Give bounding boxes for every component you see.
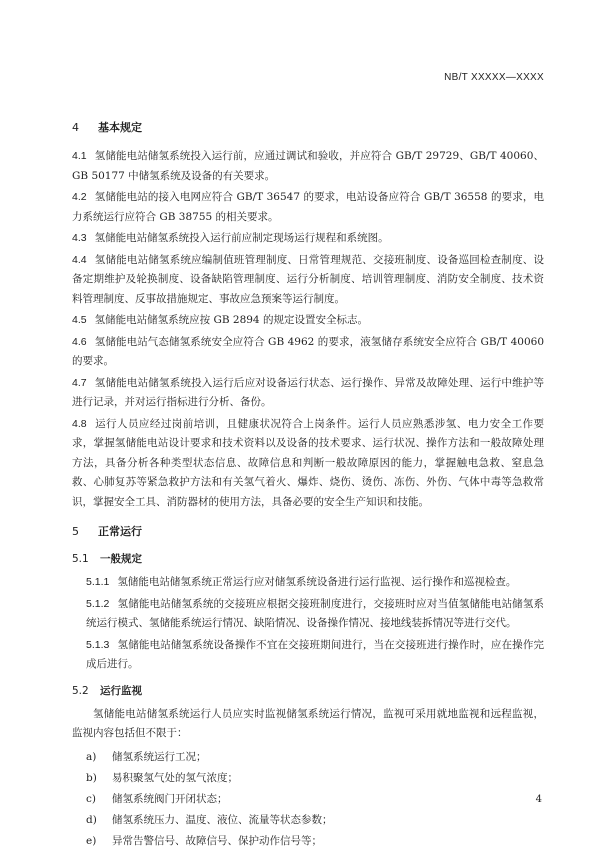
subsection-title: 一般规定 — [100, 553, 142, 565]
clause-number: 5.1.1 — [86, 576, 110, 588]
list-text: 易积聚氢气处的氢气浓度； — [112, 771, 238, 784]
list-text: 储氢系统压力、温度、液位、流量等状态参数； — [112, 813, 333, 826]
clause-text: 氢储能电站储氢系统的交接班应根据交接班制度进行，交接班时应对当值氢储能电站储氢系统运行模式、氢储能系统运行情况、缺陷情况、设备操作情况、接地线装拆情况等进行交代。 — [86, 597, 544, 629]
section-4-heading — [72, 120, 544, 136]
clause-text: 氢储能电站储氢系统应按 GB 2894 的规定设置安全标志。 — [94, 314, 368, 326]
clause-4-6 — [72, 333, 544, 372]
clause-text: 氢储能电站气态储氢系统安全应符合 GB 4962 的要求，液氢储存系统安全应符合 GB/T 40060 的要求。 — [72, 335, 544, 367]
list-text: 储氢系统运行工况； — [112, 750, 207, 763]
clause-4-4 — [72, 251, 544, 310]
list-text: 异常告警信号、故障信号、保护动作信号等； — [112, 834, 322, 847]
clause-4-1 — [72, 147, 544, 186]
list-item — [72, 747, 544, 768]
list-marker: b) — [86, 771, 97, 784]
clause-text: 运行人员应经过岗前培训，且健康状况符合上岗条件。运行人员应熟悉涉氢、电力安全工作要求，掌握氢储能电站设计要求和技术资料以及设备的技术要求、运行状况、操作方法和一般故障处理方法，具备分析各种类型状态信息、故障信息和判断一般故障原因的能力，掌握触电急救、窒息急救、心肺复苏等紧急救护方法和有关氢气着火、爆炸、烧伤、烫伤、冻伤、外伤、气体中毒等急救常识，掌握安全工具、消防器材的使用方法，具备必要的安全生产知识和技能。 — [72, 417, 544, 508]
monitoring-intro: 氢储能电站储氢系统运行人员应实时监视储氢系统运行情况，监视可采用就地监视和远程监视，监视内容包括但不限于： — [72, 707, 544, 739]
clause-text: 氢储能电站储氢系统应编制值班管理制度、日常管理规范、交接班制度、设备巡回检查制度、设备定期维护及轮换制度、设备缺陷管理制度、运行分析制度、培训管理制度、消防安全制度、技术资料管理制度、反事故措施规定、事故应急预案等运行制度。 — [72, 253, 544, 305]
subsection-5-2-heading — [72, 683, 544, 699]
section-title: 基本规定 — [98, 121, 142, 134]
list-text: 储氢系统阀门开闭状态； — [112, 792, 228, 805]
list-marker: d) — [86, 813, 97, 826]
list-marker: c) — [86, 792, 96, 805]
clause-text: 氢储能电站的接入电网应符合 GB/T 36547 的要求，电站设备应符合 GB/T 36558 的要求，电力系统运行应符合 GB 38755 的相关要求。 — [72, 191, 544, 223]
clause-4-5 — [72, 311, 544, 331]
clause-number: 4.1 — [72, 150, 87, 162]
clause-text: 氢储能电站储氢系统投入运行前应制定现场运行规程和系统图。 — [94, 232, 389, 244]
clause-number: 4.6 — [72, 335, 87, 348]
clause-text: 氢储能电站储氢系统投入运行前，应通过调试和验收，并应符合 GB/T 29729、GB/T 40060、GB 50177 中储氢系统及设备的有关要求。 — [72, 150, 544, 182]
clause-number: 5.1.2 — [86, 597, 110, 610]
clause-number: 4.5 — [72, 314, 87, 326]
document-body — [72, 120, 544, 848]
clause-4-8 — [72, 415, 544, 513]
clause-5-1-1 — [72, 573, 544, 593]
clause-number: 4.4 — [72, 253, 87, 266]
clause-number: 5.1.3 — [86, 638, 110, 651]
list-marker: e) — [86, 834, 97, 847]
list-item — [72, 810, 544, 831]
section-number: 4 — [72, 121, 79, 134]
clause-number: 4.8 — [72, 417, 87, 430]
clause-5-1-2 — [72, 595, 544, 634]
subsection-number: 5.1 — [72, 553, 89, 565]
clause-number: 4.2 — [72, 191, 87, 203]
section-number: 5 — [72, 525, 79, 538]
clause-4-2 — [72, 188, 544, 227]
clause-text: 氢储能电站储氢系统正常运行应对储氢系统设备进行运行监视、运行操作和巡视检查。 — [117, 576, 517, 588]
subsection-5-1-heading — [72, 551, 544, 567]
list-item — [72, 831, 544, 848]
page-number: 4 — [535, 794, 542, 805]
subsection-title: 运行监视 — [100, 684, 142, 697]
clause-number: 4.7 — [72, 376, 87, 389]
clause-text: 氢储能电站储氢系统设备操作不宜在交接班期间进行，当在交接班进行操作时，应在操作完成后进行。 — [86, 638, 544, 670]
section-5-heading — [72, 524, 544, 540]
standard-code-header: NB/T XXXXX—XXXX — [444, 72, 544, 83]
clause-4-7 — [72, 374, 544, 413]
clause-text: 氢储能电站储氢系统投入运行后应对设备运行状态、运行操作、异常及故障处理、运行中维护等进行记录，并对运行指标进行分析、备份。 — [72, 376, 544, 408]
clause-5-1-3 — [72, 636, 544, 675]
clause-number: 4.3 — [72, 232, 87, 244]
list-marker: a) — [86, 750, 97, 763]
clause-4-3 — [72, 229, 544, 249]
list-item — [72, 789, 544, 810]
subsection-number: 5.2 — [72, 684, 89, 697]
section-title: 正常运行 — [98, 525, 142, 538]
list-item — [72, 768, 544, 789]
